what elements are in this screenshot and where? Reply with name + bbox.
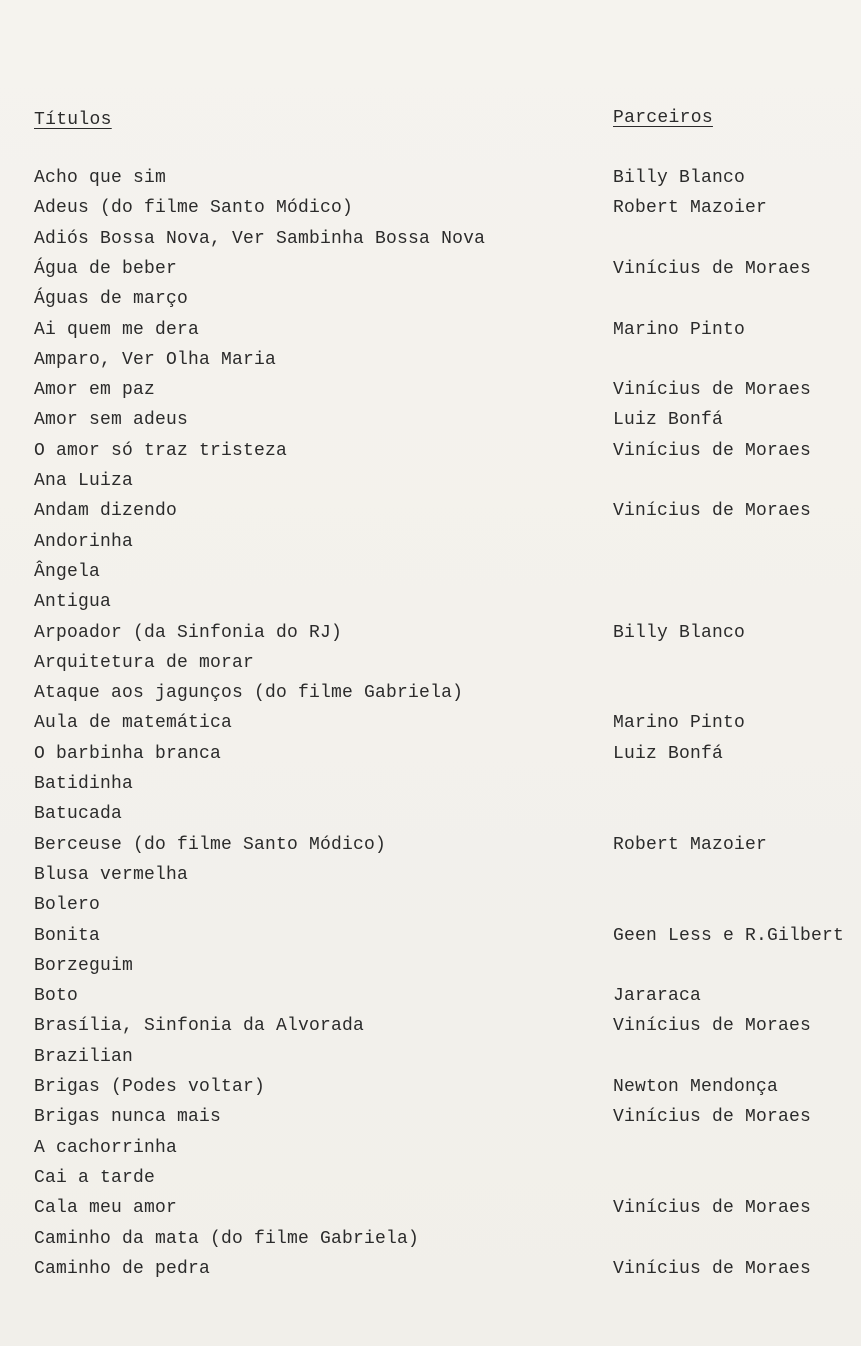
song-entry bbox=[0, 410, 861, 440]
song-entry bbox=[0, 623, 861, 653]
song-title: Amparo, Ver Olha Maria bbox=[34, 349, 277, 370]
song-partner: Vinícius de Moraes bbox=[613, 380, 812, 401]
song-partner: Vinícius de Moraes bbox=[613, 501, 812, 522]
song-partner: Vinícius de Moraes bbox=[613, 1107, 812, 1128]
song-title: Amor sem adeus bbox=[34, 410, 189, 431]
song-entry bbox=[0, 744, 861, 774]
song-partner: Vinícius de Moraes bbox=[613, 1258, 812, 1279]
song-title: Cai a tarde bbox=[34, 1167, 156, 1188]
song-entry bbox=[0, 1168, 861, 1198]
song-title: Água de beber bbox=[34, 258, 178, 279]
song-entry bbox=[0, 562, 861, 592]
song-entry bbox=[0, 380, 861, 410]
song-title: Aula de matemática bbox=[34, 713, 233, 734]
song-entry bbox=[0, 441, 861, 471]
song-title: Caminho da mata (do filme Gabriela) bbox=[34, 1228, 420, 1249]
song-entry bbox=[0, 289, 861, 319]
song-partner: Vinícius de Moraes bbox=[613, 258, 812, 279]
song-partner: Vinícius de Moraes bbox=[613, 440, 812, 461]
song-entry bbox=[0, 774, 861, 804]
song-entry bbox=[0, 865, 861, 895]
song-entry bbox=[0, 198, 861, 228]
song-entry bbox=[0, 895, 861, 925]
song-entry bbox=[0, 835, 861, 865]
song-entry bbox=[0, 986, 861, 1016]
song-partner: Robert Mazoier bbox=[613, 198, 768, 219]
song-entry bbox=[0, 1047, 861, 1077]
song-partner: Marino Pinto bbox=[613, 713, 746, 734]
song-partner: Vinícius de Moraes bbox=[613, 1198, 812, 1219]
song-title: Batucada bbox=[34, 804, 123, 825]
song-entry bbox=[0, 1259, 861, 1289]
song-title: Brigas (Podes voltar) bbox=[34, 1077, 266, 1097]
song-partner: Vinícius de Moraes bbox=[613, 1016, 812, 1037]
song-title: Ana Luiza bbox=[34, 471, 134, 491]
song-entry bbox=[0, 713, 861, 743]
song-title: A cachorrinha bbox=[34, 1137, 178, 1158]
song-title: Bonita bbox=[34, 925, 101, 946]
song-entry bbox=[0, 259, 861, 289]
song-entry bbox=[0, 804, 861, 834]
song-entry bbox=[0, 532, 861, 562]
song-title: Brigas nunca mais bbox=[34, 1107, 222, 1128]
song-entry bbox=[0, 592, 861, 622]
song-partner: Marino Pinto bbox=[613, 319, 746, 340]
song-entry bbox=[0, 1198, 861, 1228]
song-title: Brazilian bbox=[34, 1046, 134, 1067]
song-title: Adiós Bossa Nova, Ver Sambinha Bossa Nova bbox=[34, 228, 486, 249]
song-title: Batidinha bbox=[34, 774, 134, 794]
song-title: Arpoador (da Sinfonia do RJ) bbox=[34, 622, 343, 643]
song-title: O amor só traz tristeza bbox=[34, 440, 288, 461]
song-entry bbox=[0, 471, 861, 501]
song-title: Águas de março bbox=[34, 289, 189, 310]
song-title: Andam dizendo bbox=[34, 501, 178, 522]
song-partner: Billy Blanco bbox=[613, 622, 746, 643]
song-title: Blusa vermelha bbox=[34, 864, 189, 885]
song-title: Andorinha bbox=[34, 531, 134, 552]
song-title: Ataque aos jagunços (do filme Gabriela) bbox=[34, 683, 464, 704]
song-title: Adeus (do filme Santo Módico) bbox=[34, 198, 354, 219]
song-title: Antigua bbox=[34, 592, 112, 613]
song-entry bbox=[0, 320, 861, 350]
song-title: Cala meu amor bbox=[34, 1198, 178, 1219]
song-title: Bolero bbox=[34, 895, 101, 916]
song-entry bbox=[0, 1077, 861, 1107]
song-title: Boto bbox=[34, 986, 79, 1007]
song-title: Acho que sim bbox=[34, 168, 167, 188]
song-entry bbox=[0, 350, 861, 380]
song-partner: Newton Mendonça bbox=[613, 1077, 779, 1097]
song-entry bbox=[0, 229, 861, 259]
song-partner: Luiz Bonfá bbox=[613, 743, 724, 764]
song-title: O barbinha branca bbox=[34, 743, 222, 764]
song-entry bbox=[0, 1016, 861, 1046]
song-entry bbox=[0, 1229, 861, 1259]
titles-column-header: Títulos bbox=[34, 110, 112, 130]
song-title: Berceuse (do filme Santo Módico) bbox=[34, 834, 387, 855]
song-entry bbox=[0, 168, 861, 198]
song-title: Borzeguim bbox=[34, 955, 134, 976]
song-partner: Billy Blanco bbox=[613, 168, 746, 188]
song-title: Arquitetura de morar bbox=[34, 652, 255, 673]
song-entry bbox=[0, 956, 861, 986]
song-title: Ângela bbox=[34, 561, 101, 582]
song-title: Ai quem me dera bbox=[34, 319, 200, 340]
song-partner: Luiz Bonfá bbox=[613, 410, 724, 431]
song-partner: Robert Mazoier bbox=[613, 834, 768, 855]
song-title: Caminho de pedra bbox=[34, 1258, 211, 1279]
song-title: Amor em paz bbox=[34, 380, 156, 401]
song-entry bbox=[0, 1138, 861, 1168]
song-entry bbox=[0, 1107, 861, 1137]
song-entry bbox=[0, 683, 861, 713]
partners-column-header: Parceiros bbox=[613, 108, 713, 128]
song-title: Brasília, Sinfonia da Alvorada bbox=[34, 1016, 365, 1037]
song-entry bbox=[0, 926, 861, 956]
song-partner: Jararaca bbox=[613, 986, 702, 1007]
song-entry bbox=[0, 653, 861, 683]
song-entry bbox=[0, 501, 861, 531]
song-partner: Geen Less e R.Gilbert bbox=[613, 925, 845, 946]
